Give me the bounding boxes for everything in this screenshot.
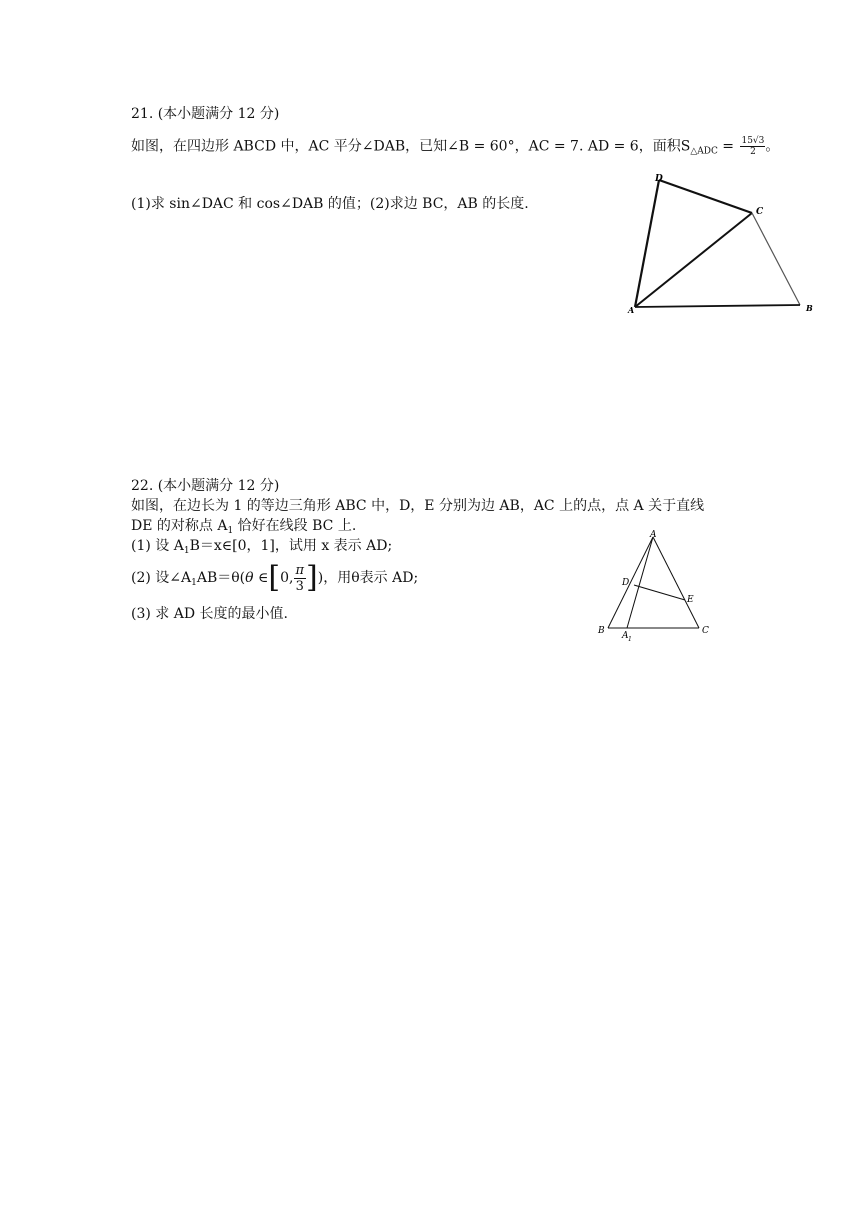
q22-segment-de <box>634 585 685 600</box>
q22-part2-zero: 0, <box>280 570 294 586</box>
q22-part1-subscript: 1 <box>183 546 190 556</box>
q21-area-fraction <box>740 136 765 157</box>
q22-label-e: E <box>687 595 694 605</box>
q21-label-b: B <box>806 303 813 313</box>
q21-frac-numerator: 15√3 <box>741 136 765 146</box>
q22-label-a1-subscript: 1 <box>628 636 632 643</box>
q22-figure-triangle <box>590 525 720 647</box>
q21-task: (1)求 sin∠DAC 和 cos∠DAB 的值；(2)求边 BC，AB 的长度. <box>131 196 529 212</box>
q21-segment-cb <box>752 213 800 305</box>
q22-line1: 如图，在边长为 1 的等边三角形 ABC 中，D，E 分别为边 AB，AC 上的点，点 A 关于直线 <box>131 498 705 514</box>
q21-stem-text: 如图，在四边形 ABCD 中，AC 平分∠DAB，已知∠B = 60°，AC = 7. AD = 6，面积S <box>131 138 691 155</box>
q22-part2 <box>131 560 418 601</box>
q22-label-d: D <box>622 578 630 588</box>
q22-part1-text-b: B＝x∈[0，1]，试用 x 表示 AD; <box>189 538 393 554</box>
q21-label-c: C <box>756 207 764 217</box>
q22-part2-left-bracket: [ <box>268 560 281 595</box>
q22-part2-in: ∈ <box>253 570 269 586</box>
q22-part1-text-a: (1) 设 A <box>131 538 184 554</box>
q22-label-a1: A <box>622 631 629 641</box>
q22-part2-theta: θ <box>245 570 254 586</box>
q22-part2-subscript: 1 <box>191 578 197 588</box>
q21-area-subscript: △ADC <box>690 146 718 157</box>
q22-part2-right-bracket: ] <box>306 560 318 595</box>
q22-side-ac <box>653 537 699 628</box>
q21-figure-quadrilateral <box>615 168 830 318</box>
q22-label-c: C <box>702 626 709 636</box>
q22-part2-text-c: )，用θ表示 AD; <box>317 570 419 586</box>
q22-part3: (3) 求 AD 长度的最小值. <box>131 606 288 622</box>
q21-segment-da <box>635 180 659 307</box>
q22-part1 <box>131 536 392 561</box>
q21-area-equals: = <box>717 138 739 155</box>
q21-header: 21. (本小题满分 12 分) <box>131 106 280 122</box>
q22-label-b: B <box>598 626 605 636</box>
q22-label-a: A <box>650 530 657 540</box>
q21-label-a: A <box>628 305 635 315</box>
q21-stem-end: 。 <box>765 138 780 155</box>
q21-label-d: D <box>655 174 663 184</box>
q22-part2-text-a: (2) 设∠A <box>131 570 192 586</box>
q21-segment-dc <box>659 180 752 213</box>
q22-part2-pi-fraction <box>294 563 307 594</box>
q21-frac-denominator: 2 <box>750 147 756 157</box>
q21-stem <box>131 136 779 162</box>
q22-line2-subscript: 1 <box>227 526 234 536</box>
q22-line2-text-b: 恰好在线段 BC 上. <box>233 518 357 534</box>
q22-part2-text-b: AB＝θ( <box>196 570 246 586</box>
q21-segment-ac <box>635 213 752 307</box>
q22-part2-pi: π <box>295 562 305 578</box>
q22-part2-three: 3 <box>295 578 304 594</box>
q22-header: 22. (本小题满分 12 分) <box>131 478 280 494</box>
q22-line2-text-a: DE 的对称点 A <box>131 518 228 534</box>
q21-segment-ab <box>635 305 800 307</box>
